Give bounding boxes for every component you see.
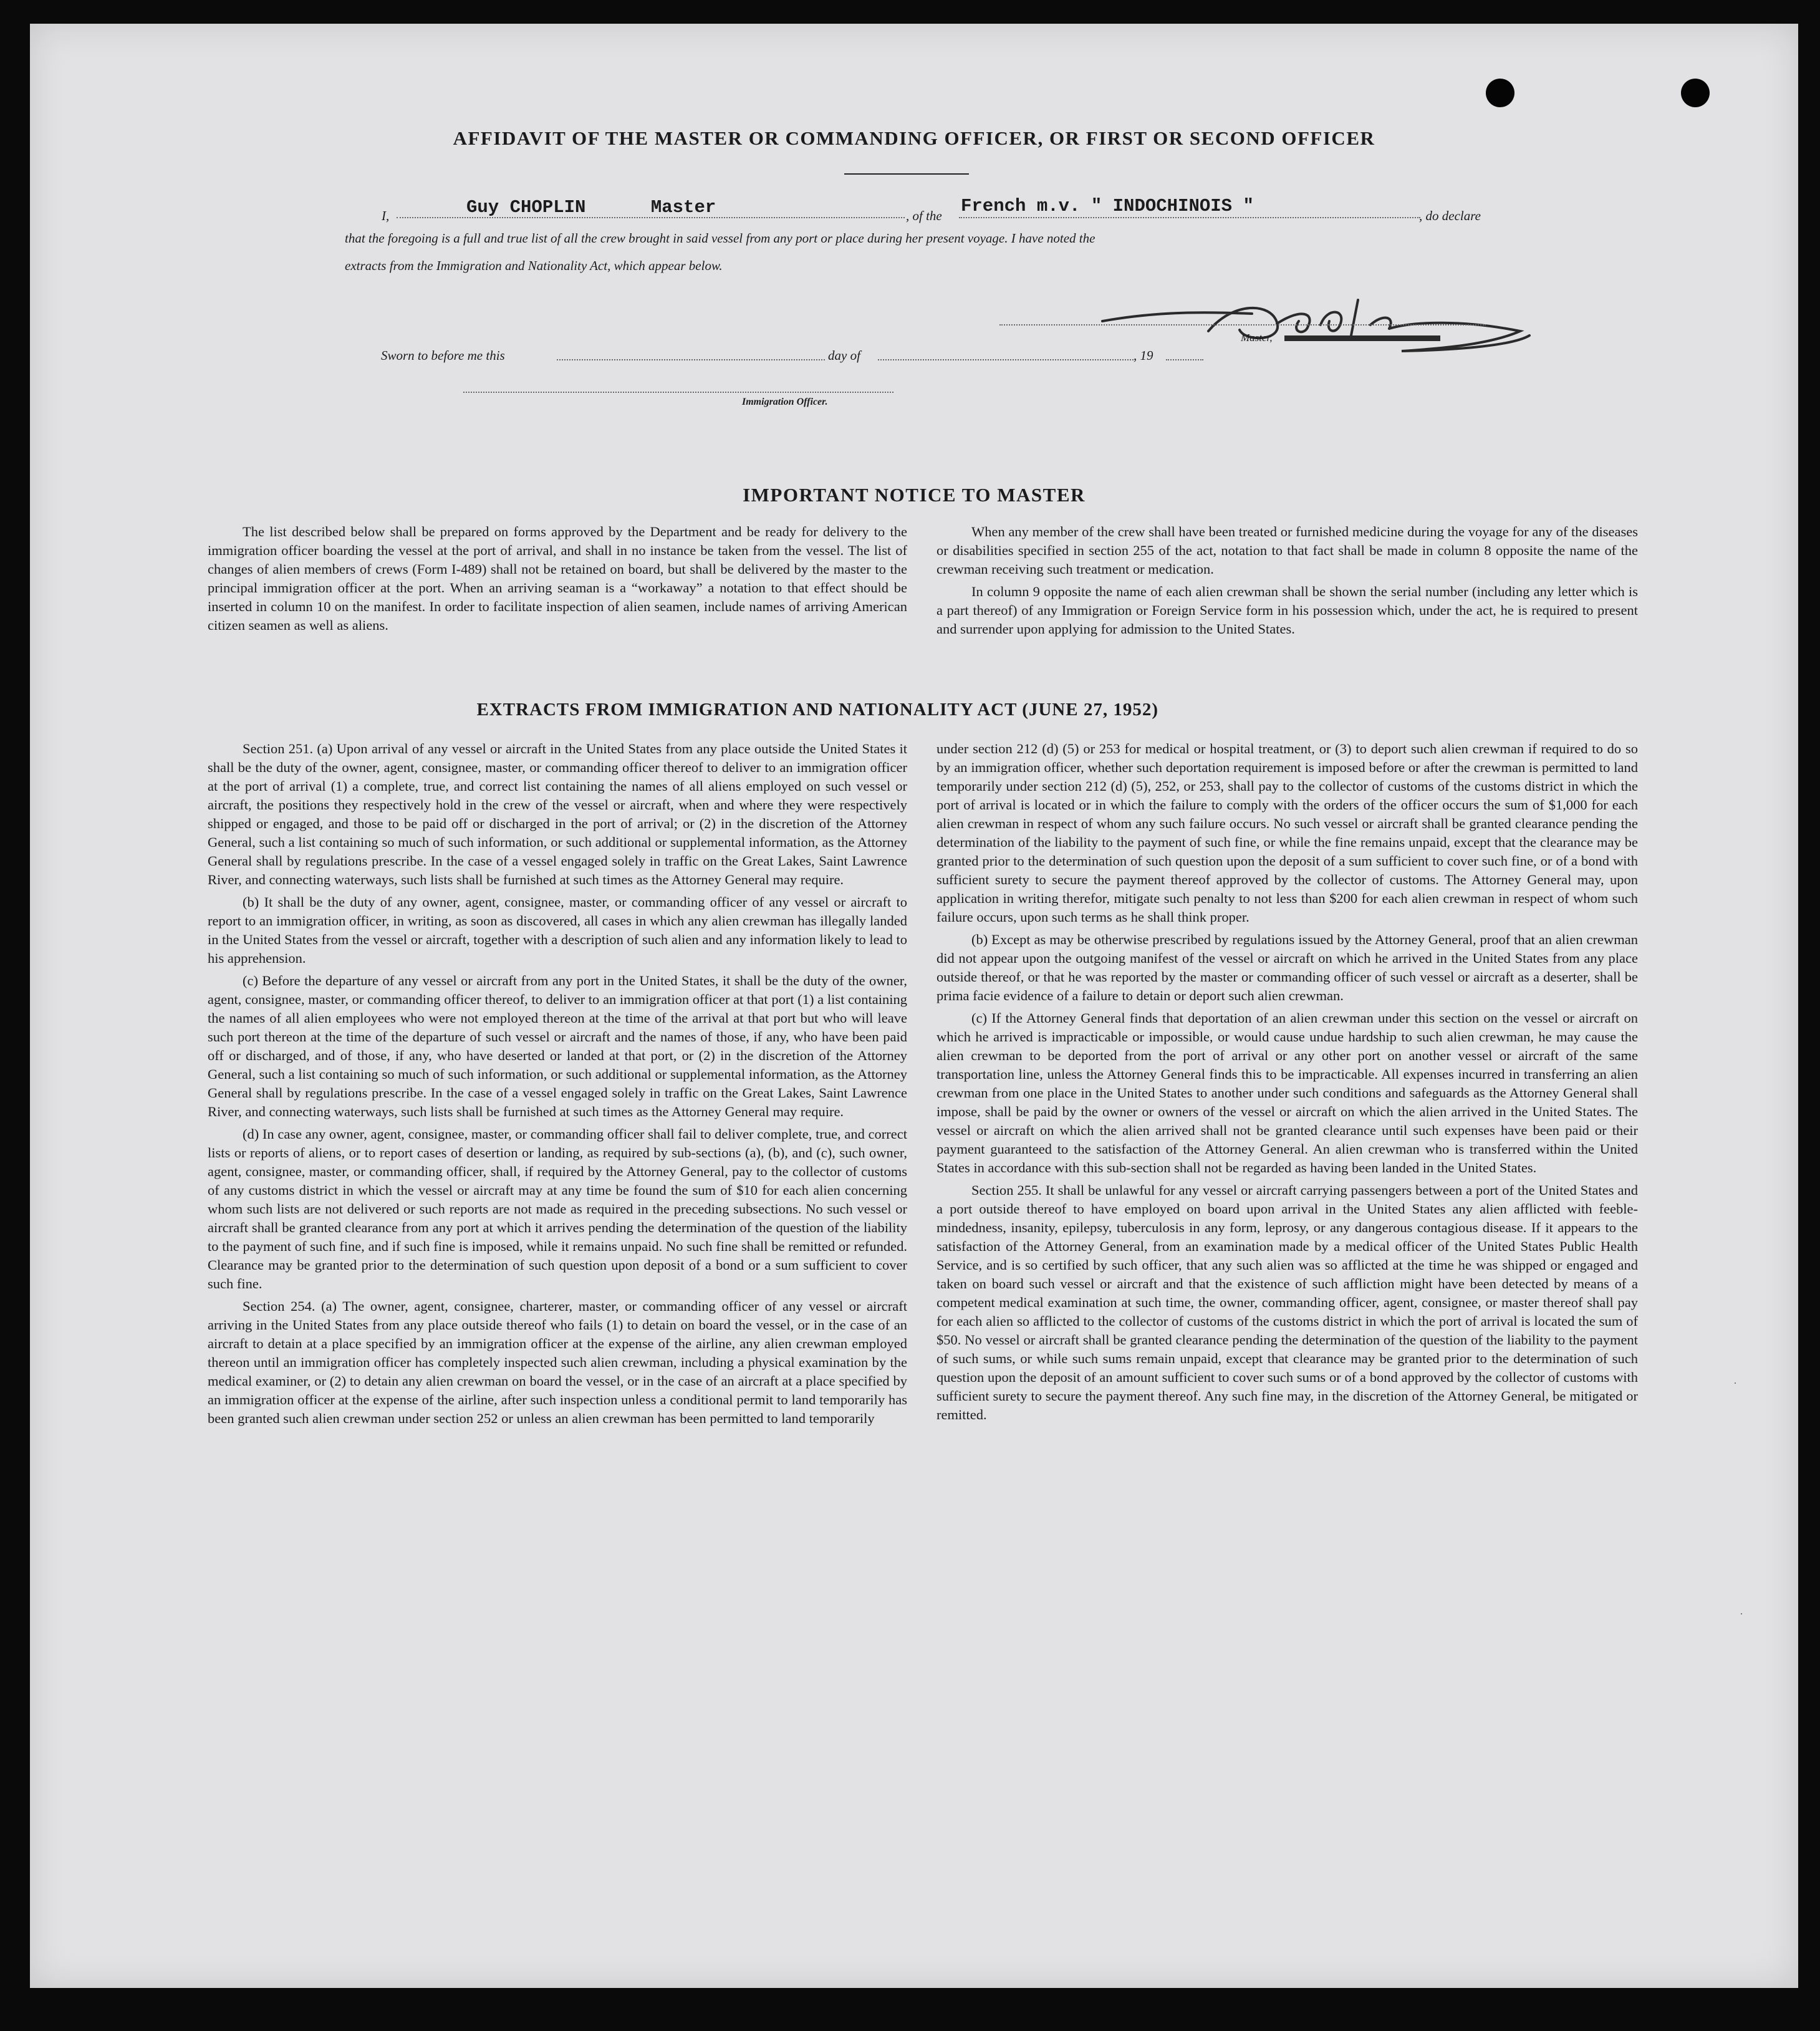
act-paragraph: Section 254. (a) The owner, agent, consignee, charterer, master, or commanding officer of any vessel or aircraft arriving in the United States from any place outside thereof who fails (1) to detain on board the vessel, or in the case of an aircraft to detain at a place specified by an immigration officer at the expense of the airline, any alien crewman employed thereon until an immigration officer has completely inspected such alien crewman, including a physical examination by the medical examiner, or (2) to detain any alien crewman on board the vessel, or in the case of an aircraft at a place specified by an immigration officer at the expense of the airline, after such inspection unless a conditional permit to land temporarily has been granted such alien crewman under section 252 or unless an alien crewman has been permitted to land temporarily [208,1298,907,1426]
notice-left-column [208,523,907,639]
extracts-right-column [936,740,1638,1428]
sworn-day-line [557,359,825,360]
sworn-month-line [878,359,1134,360]
margin-mark: · [1733,1377,1737,1389]
i-label: I, [382,208,390,223]
officer-signature-line [463,392,893,393]
master-name-field: Guy CHOPLIN Master [466,197,716,218]
document-page [30,24,1798,1988]
notice-title: IMPORTANT NOTICE TO MASTER [743,484,1086,506]
year-label: , 19 [1134,348,1153,363]
do-declare-label: , do declare [1419,208,1481,223]
act-paragraph: (c) If the Attorney General finds that deportation of an alien crewman under this section on the vessel or aircraft on which he arrived is impracticable or impossible, or would cause undue hardship to such alien crewman, he may cause the alien crewman to be deported from the port of arrival or any other port on another vessel or aircraft of the same transportation line, unless the Attorney General finds this to be impracticable. All expenses incurred in transferring an alien crewman from one place in the United States to another under such conditions and safeguards as the Attorney General shall impose, shall be paid by the owner or owners of the vessel or aircraft on which the alien arrived in the United States. The vessel or aircraft on which the alien arrived shall not be granted clearance until such expenses have been paid or their payment guaranteed to the satisfaction of the Attorney General. An alien crewman who is transferred within the United States in accordance with this sub-section shall not be regarded as having been landed in the United States. [936,1010,1638,1175]
act-paragraph: (d) In case any owner, agent, consignee, master, or commanding officer shall fail to deliver complete, true, and correct lists or reports of aliens, or to report cases of desertion or landing, as required by sub-sections (a), (b), and (c), such owner, agent, consignee, master, or commanding officer, shall, if required by the Attorney General, pay to the collector of customs of any customs district in which the vessel or aircraft may at any time be found the sum of $10 for each alien concerning whom such lists are not delivered or such reports are not made as required in the preceding subsections. No such vessel or aircraft shall be granted clearance from any port at which it arrives pending the determination of the question of the liability to the payment of such fine, and if such fine is imposed, while it remains unpaid. No such fine shall be remitted or refunded. Clearance may be granted prior to the determination of such question upon deposit of a bond or a sum sufficient to cover such fine. [208,1126,907,1291]
act-paragraph: (b) Except as may be otherwise prescribed by regulations issued by the Attorney General, proof that an alien crewman did not appear upon the outgoing manifest of the vessel or aircraft on which he arrived in the United States from any place outside thereof, or that he was reported by the master or commanding officer of such vessel or aircraft as a deserter, shall be prima facie evidence of a failure to detain or deport such alien crewman. [936,932,1638,1003]
affidavit-title: AFFIDAVIT OF THE MASTER OR COMMANDING OFFICER, OR FIRST OR SECOND OFFICER [453,127,1375,149]
extracts-title: EXTRACTS FROM IMMIGRATION AND NATIONALITY ACT (JUNE 27, 1952) [476,700,1158,720]
punch-hole [1681,79,1710,107]
act-paragraph: under section 212 (d) (5) or 253 for medical or hospital treatment, or (3) to deport such alien crewman if required to do so by an immigration officer, whether such deportation requirement is imposed before or after the crewman is permitted to land temporarily under section 212 (d) (5), 252, or 253, shall pay to the collector of customs of the customs district in which the port of arrival is located or in which the failure to comply with the orders of the officer occurs the sum of $1,000 for each alien crewman in respect of whom any such failure occurs. No such vessel or aircraft shall be granted clearance pending the determination of the liability to the payment of such fine, or while the fine remains unpaid, except that the clearance may be granted prior to the determination of such question upon the deposit of a sum sufficient to cover such fine, or of a bond with sufficient surety to secure the payment thereof approved by the collector of customs. The Attorney General may, upon application in writing therefor, mitigate such penalty to not less than $200 for each alien crewman in respect of whom such failure occurs, upon such terms as he shall think proper. [936,741,1638,925]
margin-mark: · [1740,1608,1743,1620]
declaration-line-2: extracts from the Immigration and Nationality Act, which appear below. [345,258,723,273]
title-underline [844,173,969,175]
sworn-label: Sworn to before me this [381,348,505,363]
of-the-label: , of the [906,208,942,223]
vessel-line [959,217,1420,218]
act-paragraph: Section 255. It shall be unlawful for any vessel or aircraft carrying passengers between a port of the United States and a port outside thereof to have employed on board upon arrival in the United States any alien afflicted with feeble-mindedness, insanity, epilepsy, tuberculosis in any form, leprosy, or any dangerous contagious disease. If it appears to the satisfaction of the Attorney General, from an examination made by a medical officer of the United States Public Health Service, and is so certified by such officer, that any such alien was so afflicted at the time he was shipped or engaged and taken on board such vessel or aircraft and that the existence of such affliction might have been detected by means of a competent medical examination at such time, the owner, commanding officer, agent, consignee, or master thereof shall pay for each alien so afflicted to the collector of customs of the customs district in which the port of arrival is located the sum of $50. No vessel or aircraft shall be granted clearance pending the determination of the question of the liability to the payment of such sums, or while such sums remain unpaid, except that clearance may be granted prior to the determination of such question upon the deposit of an amount sufficient to cover such sums or of a bond approved by the collector of customs with sufficient surety to secure the payment thereof. Any such fine may, in the discretion of the Attorney General, be mitigated or remitted. [936,1182,1638,1422]
vessel-name-field: French m.v. " INDOCHINOIS " [961,196,1254,216]
master-label: Master, [1241,332,1273,344]
notice-paragraph: When any member of the crew shall have been treated or furnished medicine during the voyage for any of the diseases or disabilities specified in section 255 of the act, notation to that fact shall be made in column 8 opposite the name of the crewman receiving such treatment or medication. [936,524,1638,577]
act-paragraph: Section 251. (a) Upon arrival of any vessel or aircraft in the United States from any place outside the United States it shall be the duty of the owner, agent, consignee, master, or commanding officer thereof to deliver to an immigration officer at the port of arrival (1) a complete, true, and correct list containing the names of all aliens employed on such vessel or aircraft, the positions they respectively hold in the crew of the vessel or aircraft, when and where they were respectively shipped or engaged, and those to be paid off or discharged in the port of arrival; or (2) in the discretion of the Attorney General, such a list containing so much of such information, or such additional or supplemental information, as the Attorney General shall by regulations prescribe. In the case of a vessel engaged solely in traffic on the Great Lakes, Saint Lawrence River, and connecting waterways, such lists shall be furnished at such times as the Attorney General may require. [208,741,907,887]
notice-paragraph: The list described below shall be prepared on forms approved by the Department and be ready for delivery to the immigration officer boarding the vessel at the port of arrival, and shall in no instance be taken from the vessel. The list of changes of alien members of crews (Form I-489) shall not be retained on board, but shall be delivered by the master to the principal immigration officer at the port. When an arriving seaman is a “workaway” a notation to that effect should be inserted in column 10 on the manifest. In order to facilitate inspection of alien seamen, include names of arriving American citizen seamen as well as aliens. [208,524,907,633]
declaration-line: that the foregoing is a full and true list of all the crew brought in said vessel from any port or place during her present voyage. I have noted the [345,231,1095,246]
act-paragraph: (c) Before the departure of any vessel or aircraft from any port in the United States, it shall be the duty of the owner, agent, consignee, master, or commanding officer thereof, to deliver to an immigration officer at that port (1) a list containing the names of all alien employees who were not employed thereon at the time of the arrival at that port but who will leave such port thereon at the time of the departure of such vessel or aircraft and the names of those, if any, who have been paid off or discharged, and of those, if any, who have deserted or landed at that port, or (2) in the discretion of the Attorney General, such a list containing so much of such information, or such additional or supplemental information, as the Attorney General shall by regulations prescribe. In the case of a vessel engaged solely in traffic on the Great Lakes, Saint Lawrence River, and connecting waterways, such lists shall be furnished at such times as the Attorney General may require. [208,973,907,1119]
redaction-strike [1284,335,1440,341]
act-paragraph: (b) It shall be the duty of any owner, agent, consignee, master, or commanding officer of any vessel or aircraft to report to an immigration officer, in writing, as soon as discovered, all cases in which any alien crewman has illegally landed in the United States from the vessel or aircraft, together with a description of such alien and any information likely to lead to his apprehension. [208,894,907,966]
notice-paragraph: In column 9 opposite the name of each alien crewman shall be shown the serial number (including any letter which is a part thereof) of any Immigration or Foreign Service form in his possession which, under the act, he is required to present and surrender upon applying for admission to the United States. [936,584,1638,637]
sworn-year-line [1166,359,1203,360]
officer-label: Immigration Officer. [742,397,828,407]
day-of-label: day of [828,348,860,363]
master-signature [1090,276,1589,376]
punch-hole [1486,79,1514,107]
notice-right-column [936,523,1638,642]
extracts-left-column [208,740,907,1432]
signature-line [999,324,1486,326]
